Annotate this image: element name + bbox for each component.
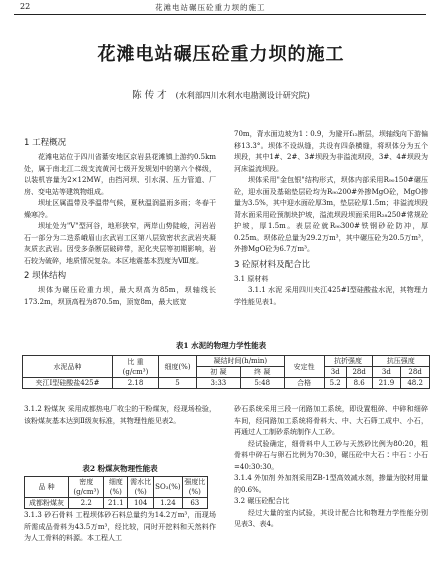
table1-cell-flex-3d: 5.2	[324, 378, 346, 389]
table1-cell-initial: 3:33	[197, 378, 241, 389]
paper-title: 花滩电站碾压砼重力坝的施工	[97, 44, 345, 65]
table1-cell-comp-28d: 48.2	[401, 378, 430, 389]
table1-header-gravity	[113, 356, 159, 378]
table1-header-comp-28d: 28d	[401, 367, 430, 378]
paragraph-admixture: 3.1.4 外加剂 外加剂采用ZB-1型高效减水剂，掺量为胶材用量的0.6%。	[234, 474, 428, 494]
table1-header-initial: 初 凝	[197, 367, 241, 378]
table1-cell-variety: 夹江Ⅰ型硅酸盐425#	[23, 378, 113, 389]
running-header: 花滩电站碾压砼重力坝的施工	[155, 3, 266, 12]
subsection-3-1: 3.1 原材料	[234, 274, 269, 283]
table1-cell-stability: 合格	[284, 378, 324, 389]
paragraph-climate: 坝址区属温带及季温带气候，夏秋温润温雨多雨；冬春干燥寒冷。	[24, 199, 216, 219]
paragraph-dam-structure: 坝体为碾压砼重力坝，最大坝高为85m，坝轴线长173.2m，坝顶高程为870.5m，顶宽8m，最大底宽	[24, 286, 216, 306]
paragraph-fly-ash: 3.1.2 粉煤灰 采用成都热电厂收尘的干粉煤灰，经现场检验，该粉煤灰基本达到Ⅱ级灰标准，其物理性能见表2。	[24, 405, 216, 425]
table1-cell-flex-28d: 8.6	[346, 378, 372, 389]
author-name: 陈 传 才	[132, 90, 167, 101]
paragraph-aggregate-ratio: 经试验确定，细骨料中人工砂与天然砂比例为80:20，粗骨料中碎石与卵石比例为70:30，碾压砼中大石∶中石∶小石=40:30:30。	[234, 439, 428, 471]
right-column	[234, 129, 428, 308]
left-column	[24, 134, 216, 308]
table2-header-variety: 品 种	[25, 477, 69, 498]
header-rule	[14, 14, 426, 15]
paragraph-mix-design: 经过大量的室内试验，其设计配合比和物理力学性能分别见表3、表4。	[234, 508, 428, 528]
table2-header-density: 密度(g/cm³)	[69, 477, 104, 498]
paragraph-geology: 坝址处为"V"型河谷，地形狭窄，两岸山势陡峻，河岩岩石一部分为二迭系峨眉山玄武岩工区第八层致密状玄武岩夹凝灰质玄武岩。因受多条断层破碎带，泥化夹层等初期影响，岩石较为破碎，地质情况复杂。本区地震基本烈度为Ⅷ度。	[24, 222, 216, 265]
table1-header-gravity-unit: (g/cm³)	[122, 367, 149, 376]
page-number: 22	[20, 2, 31, 11]
table2-header-strength-ratio: 强度比(%)	[182, 477, 207, 498]
table1-cell-final: 5:48	[240, 378, 284, 389]
fly-ash-properties-table	[24, 476, 208, 509]
table2-cell-variety: 成都粉煤灰	[25, 498, 69, 509]
right-column-lower	[234, 404, 428, 531]
table1-cell-comp-3d: 21.9	[372, 378, 401, 389]
table2-header-water-ratio: 需水比(%)	[128, 477, 154, 498]
table1-header-flex-28d: 28d	[346, 367, 372, 378]
table2-header-fineness: 细度(%)	[104, 477, 128, 498]
author-line	[0, 87, 442, 101]
section-heading-2: 2 坝体结构	[24, 271, 67, 281]
table2-cell-strength-ratio: 63	[182, 498, 207, 509]
paragraph-crushing-system: 砂石系统采用三段一闭路加工系统，即设置粗碎、中碎和细碎车间，经同路加工系统将骨料大、中、大石筛工成中、小石，再通过人工制砂系统制作人工砂。	[234, 405, 428, 436]
table1-caption: 表1 水泥的物理力学性能表	[175, 341, 267, 350]
table1-header-fineness: 细度(%)	[159, 356, 197, 378]
table1-header-comp-3d: 3d	[372, 367, 401, 378]
paragraph-dam-concrete: 坝体采用"金包银"结构形式，坝体内部采用R₉₀150#碾压砼，迎水面及基础垫层砼均为R₉₀200#外掺MgO砼，MgO掺量为3.5%，其中迎水面砼厚3m，垫层砼厚1.5m；非溢流坝段背水面采用砼预制块护坡，溢流坝段坝面采用R₂₈250#常规砼护坡，厚1.5m。表层砼就R₉₀300#铁钢砂砼防冲，厚0.25m。坝体砼总量为29.2万m³，其中碾压砼为20.5万m³，外掺MgO砼为6.7万m³。	[234, 176, 428, 253]
table1-header-compressive: 抗压强度	[372, 356, 429, 367]
table1-cell-fineness: 5	[159, 378, 197, 389]
paragraph-overview: 花滩电站位于四川省綦安地区京岩县花滩镇上游约0.5km处，属于南北江二级支流黄河七级开发规划中的第六个梯级，以装机容量为2×12MW，由挡河坝、引水洞、压力管道、厂房、变电站等建筑物组成。	[24, 153, 216, 196]
table1-cell-gravity: 2.18	[113, 378, 159, 389]
paragraph-cement: 3.1.1 水泥 采用四川夹江425#Ⅰ型硅酸盐水泥，其物理力学性能见表1。	[234, 286, 428, 306]
table1-header-final: 终 凝	[240, 367, 284, 378]
table2-cell-water-ratio: 104	[128, 498, 154, 509]
table1-header-setting: 凝结时间(h/min)	[197, 356, 285, 367]
section-heading-3: 3 砼原材料及配合比	[234, 259, 311, 270]
table2-caption: 表2 粉煤灰物理性能表	[82, 464, 158, 473]
paragraph-dam-continued: 70m，背水面边坡为1∶0.9，为避开f₁₂断层，坝轴线向下游偏移13.3°。坝体不设纵缝，共设有四条横缝，将坝体分为五个坝段，其中1#、2#、3#坝段为非溢流坝段，3#、4#坝段为河床溢流坝段。	[234, 130, 428, 173]
cement-properties-table	[22, 355, 430, 389]
table2-cell-fineness: 21.1	[104, 498, 128, 509]
left-column-aggregate	[24, 510, 216, 545]
table1-header-flexural: 抗折强度	[324, 356, 372, 367]
left-column-lower	[24, 404, 216, 427]
table2-cell-density: 2.2	[69, 498, 104, 509]
table2-cell-so3: 1.24	[154, 498, 182, 509]
section-heading-1: 1 工程概况	[24, 138, 67, 148]
table2-header-so3: SO₃(%)	[154, 477, 182, 498]
paragraph-aggregate: 3.1.3 砂石骨料 工程坝体砂石料总量约为14.2万m³，而现场所需成品骨料为43.5万m³，经比较，同时开挖料和天然料作为人工骨料的料源。本工程人工	[24, 511, 216, 542]
table1-header-variety: 水泥品种	[23, 356, 113, 378]
table1-header-stability: 安定性	[284, 356, 324, 378]
table1-header-gravity-label: 比 重	[127, 357, 144, 366]
subsection-3-2: 3.2 碾压砼配合比	[234, 497, 290, 505]
author-affiliation: (水利部四川水利水电勘测设计研究院)	[175, 91, 310, 100]
table1-header-flex-3d: 3d	[324, 367, 346, 378]
